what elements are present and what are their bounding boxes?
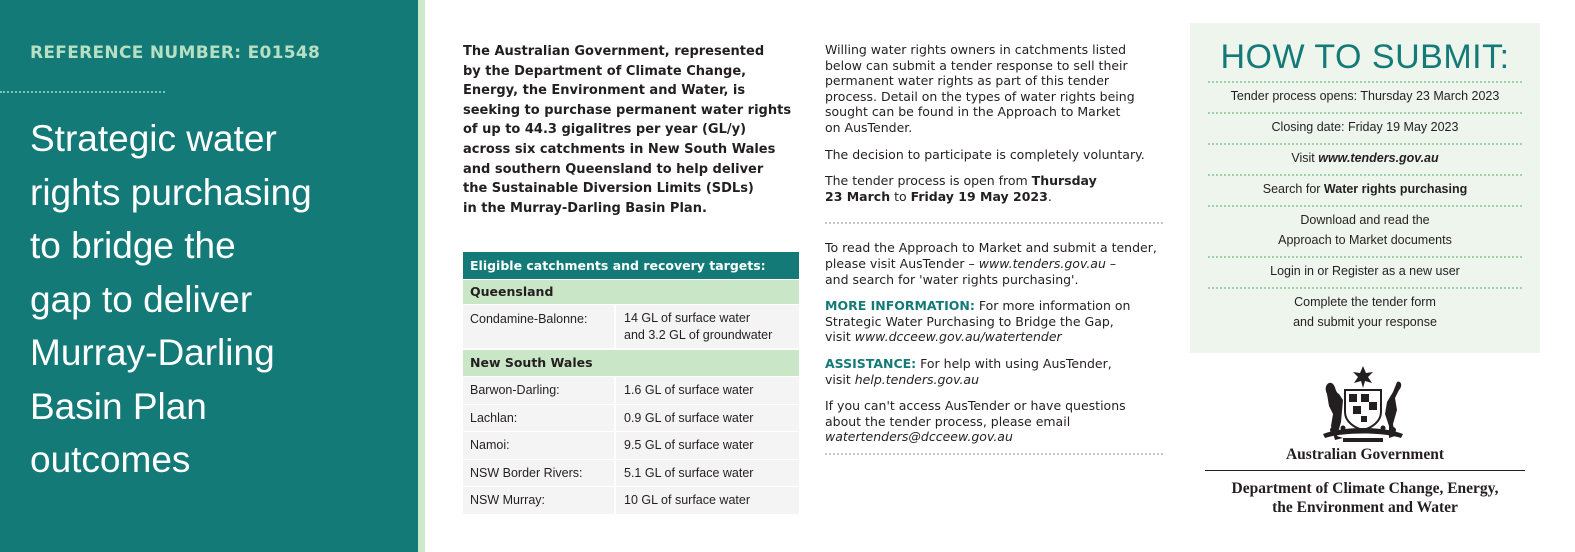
participation-paragraph: Willing water rights owners in catchments listed below can submit a tender response to sell their permanent water rights as part of this tender process. Detail on the types of water rights being sought can be found in the Approach to Market on AusTender.: [825, 42, 1135, 135]
dotted-divider: [825, 222, 1163, 224]
intro-line: by the Department of Climate Change,: [463, 63, 747, 79]
intro-paragraph: [463, 42, 798, 218]
step-item: Tender process opens: Thursday 23 March 2023: [1208, 81, 1522, 112]
catchment-name: Namoi:: [463, 432, 616, 459]
step-item: Search for Water rights purchasing: [1208, 174, 1522, 205]
target-line: 14 GL of surface water: [624, 311, 750, 325]
intro-line: the Sustainable Diversion Limits (SDLs): [463, 181, 754, 197]
voluntary-paragraph: The decision to participate is completely voluntary.: [825, 146, 1145, 162]
headline-line: outcomes: [30, 439, 191, 480]
catchment-name: Lachlan:: [463, 405, 616, 432]
austender-paragraph: To read the Approach to Market and submit a tender, please visit AusTender – www.tenders.gov.au – and search for 'water rights purchasing'.: [825, 240, 1157, 287]
headline-line: rights purchasing: [30, 171, 312, 213]
contact-paragraph: If you can't access AusTender or have questions about the tender process, please email watertenders@dcceew.gov.au: [825, 398, 1126, 445]
target-line: and 3.2 GL of groundwater: [624, 328, 773, 342]
table-row: [463, 487, 799, 514]
title-panel: [0, 0, 418, 552]
government-name: Australian Government: [1285, 446, 1444, 463]
intro-line: seeking to purchase permanent water rights: [463, 102, 792, 118]
table-row: [463, 305, 799, 348]
intro-line: of up to 44.3 gigalitres per year (GL/y): [463, 122, 747, 138]
how-to-submit-title: HOW TO SUBMIT:: [1220, 38, 1510, 76]
recovery-target: 0.9 GL of surface water: [624, 410, 754, 425]
catchment-name: NSW Murray:: [463, 487, 616, 514]
targets-header: Eligible catchments and recovery targets:: [463, 252, 799, 279]
tenders-link[interactable]: www.tenders.gov.au: [1318, 151, 1439, 165]
headline-line: gap to deliver: [30, 278, 253, 320]
email-link[interactable]: watertenders@dcceew.gov.au: [825, 429, 1013, 445]
headline-line: Basin Plan: [30, 385, 207, 427]
recovery-target: 10 GL of surface water: [624, 493, 750, 507]
help-tenders-link[interactable]: help.tenders.gov.au: [854, 371, 980, 387]
headline: [30, 112, 410, 487]
table-row: [463, 460, 799, 487]
catchment-name: Condamine-Balonne:: [463, 305, 616, 348]
recovery-target: 9.5 GL of surface water: [624, 438, 754, 452]
catchment-name: Barwon-Darling:: [463, 377, 616, 404]
headline-line: Murray-Darling: [30, 332, 275, 373]
logo-divider: [1205, 470, 1525, 471]
catchment-name: NSW Border Rivers:: [463, 460, 616, 487]
accent-strip: [418, 0, 425, 552]
more-info-paragraph: MORE INFORMATION: For more information on Strategic Water Purchasing to Bridge the Gap, visit www.dcceew.gov.au/watertender: [825, 298, 1131, 345]
reference-number: REFERENCE NUMBER: E01548: [30, 43, 321, 63]
step-item: Login in or Register as a new user: [1208, 256, 1522, 287]
how-to-submit-box: [1190, 23, 1540, 353]
recovery-target: [616, 305, 772, 348]
dotted-divider: [825, 453, 1163, 455]
tenders-link[interactable]: www.tenders.gov.au: [978, 255, 1106, 271]
intro-line: across six catchments in New South Wales: [463, 141, 776, 157]
intro-line: and southern Queensland to help deliver: [463, 161, 764, 177]
region-heading: Queensland: [463, 280, 799, 304]
intro-line: Energy, the Environment and Water, is: [463, 83, 746, 99]
recovery-target: 1.6 GL of surface water: [624, 383, 754, 397]
assistance-paragraph: ASSISTANCE: For help with using AusTender, visit help.tenders.gov.au: [825, 355, 1112, 387]
region-heading: New South Wales: [463, 350, 799, 376]
headline-line: to bridge the: [30, 225, 236, 266]
tender-dates-paragraph: The tender process is open from Thursday 23 March to Friday 19 May 2023.: [825, 173, 1097, 204]
step-item: Download and read the Approach to Market documents: [1208, 205, 1522, 256]
intro-line: The Australian Government, represented: [463, 44, 765, 59]
intro-line: in the Murray-Darling Basin Plan.: [463, 200, 707, 216]
details-column: [825, 42, 1170, 455]
table-row: [463, 377, 799, 404]
headline-line: Strategic water: [30, 118, 277, 159]
step-item: Visit www.tenders.gov.au: [1208, 143, 1522, 174]
dotted-divider: [0, 91, 165, 93]
step-item: Closing date: Friday 19 May 2023: [1208, 112, 1522, 143]
submit-steps: [1208, 81, 1522, 338]
targets-table: [463, 252, 799, 514]
department-name: Department of Climate Change, Energy, the Environment and Water: [1231, 480, 1499, 516]
table-row: [463, 405, 799, 432]
table-row: [463, 432, 799, 459]
recovery-target: 5.1 GL of surface water: [624, 465, 754, 480]
coat-of-arms-icon: [1313, 364, 1413, 444]
step-item: Complete the tender form and submit your response: [1208, 287, 1522, 338]
watertender-link[interactable]: www.dcceew.gov.au/watertender: [854, 329, 1062, 345]
